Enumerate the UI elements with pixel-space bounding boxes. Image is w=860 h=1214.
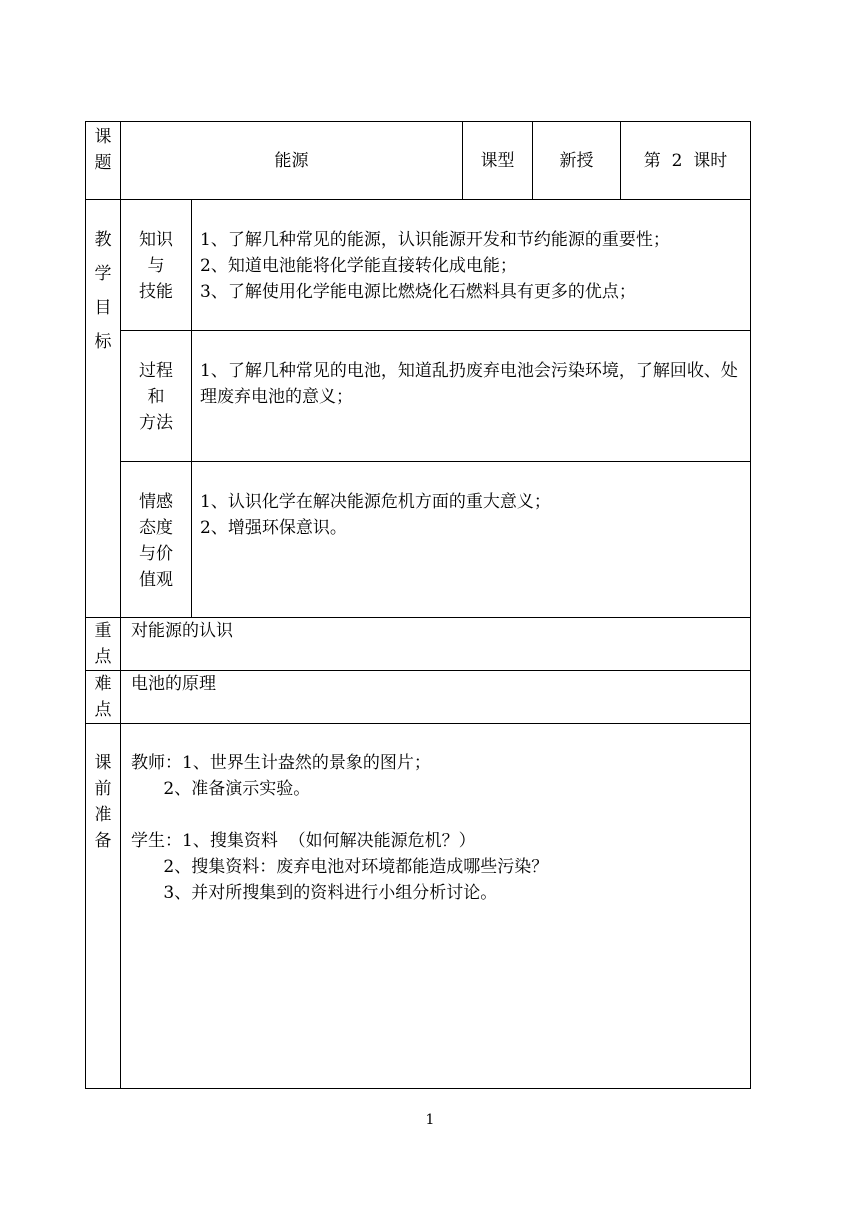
emotion-label: 情感 态度 与价 值观 bbox=[121, 462, 192, 618]
type-value: 新授 bbox=[533, 122, 621, 200]
process-text: 1、了解几种常见的电池，知道乱扔废弃电池会污染环境，了解回收、处理废弃电池的意义； bbox=[192, 331, 751, 462]
preparation-label: 课 前 准 备 bbox=[86, 724, 121, 1089]
key-point-row bbox=[86, 618, 751, 671]
topic-value: 能源 bbox=[121, 122, 463, 200]
emotion-item: 1、认识化学在解决能源危机方面的重大意义； bbox=[200, 492, 551, 512]
header-row bbox=[86, 122, 751, 200]
objective-emotion-row bbox=[86, 462, 751, 618]
period-value: 第 2 课时 bbox=[621, 122, 751, 200]
preparation-content bbox=[121, 724, 751, 1089]
objective-knowledge-row bbox=[86, 200, 751, 331]
knowledge-item: 1、了解几种常见的能源，认识能源开发和节约能源的重要性； bbox=[200, 230, 670, 250]
knowledge-label: 知识 与 技能 bbox=[121, 200, 192, 331]
student-prep-line: 2、搜集资料：废弃电池对环境都能造成哪些污染？ bbox=[131, 857, 549, 877]
emotion-item: 2、增强环保意识。 bbox=[200, 518, 347, 538]
topic-label: 课 题 bbox=[86, 122, 121, 200]
teacher-prep-line: 教师：1、世界生计盎然的景象的图片； bbox=[131, 753, 431, 773]
key-point-text: 对能源的认识 bbox=[121, 618, 751, 671]
type-label: 课型 bbox=[463, 122, 533, 200]
preparation-row bbox=[86, 724, 751, 1089]
emotion-items bbox=[192, 462, 751, 618]
process-label: 过程 和 方法 bbox=[121, 331, 192, 462]
objectives-label: 教 学 目 标 bbox=[86, 200, 121, 618]
teacher-prep-line: 2、准备演示实验。 bbox=[131, 779, 311, 799]
difficulty-label: 难 点 bbox=[86, 671, 121, 724]
difficulty-row bbox=[86, 671, 751, 724]
lesson-plan-sheet bbox=[85, 121, 750, 1089]
knowledge-items bbox=[192, 200, 751, 331]
page-number: 1 bbox=[425, 1112, 435, 1128]
lesson-plan-table bbox=[85, 121, 751, 1089]
student-prep-line: 学生：1、搜集资料 （如何解决能源危机？） bbox=[131, 831, 476, 851]
knowledge-item: 3、了解使用化学能电源比燃烧化石燃料具有更多的优点； bbox=[200, 282, 636, 302]
key-point-label: 重 点 bbox=[86, 618, 121, 671]
knowledge-item: 2、知道电池能将化学能直接转化成电能； bbox=[200, 256, 517, 276]
student-prep-line: 3、并对所搜集到的资料进行小组分析讨论。 bbox=[131, 883, 498, 903]
difficulty-text: 电池的原理 bbox=[121, 671, 751, 724]
objective-process-row bbox=[86, 331, 751, 462]
